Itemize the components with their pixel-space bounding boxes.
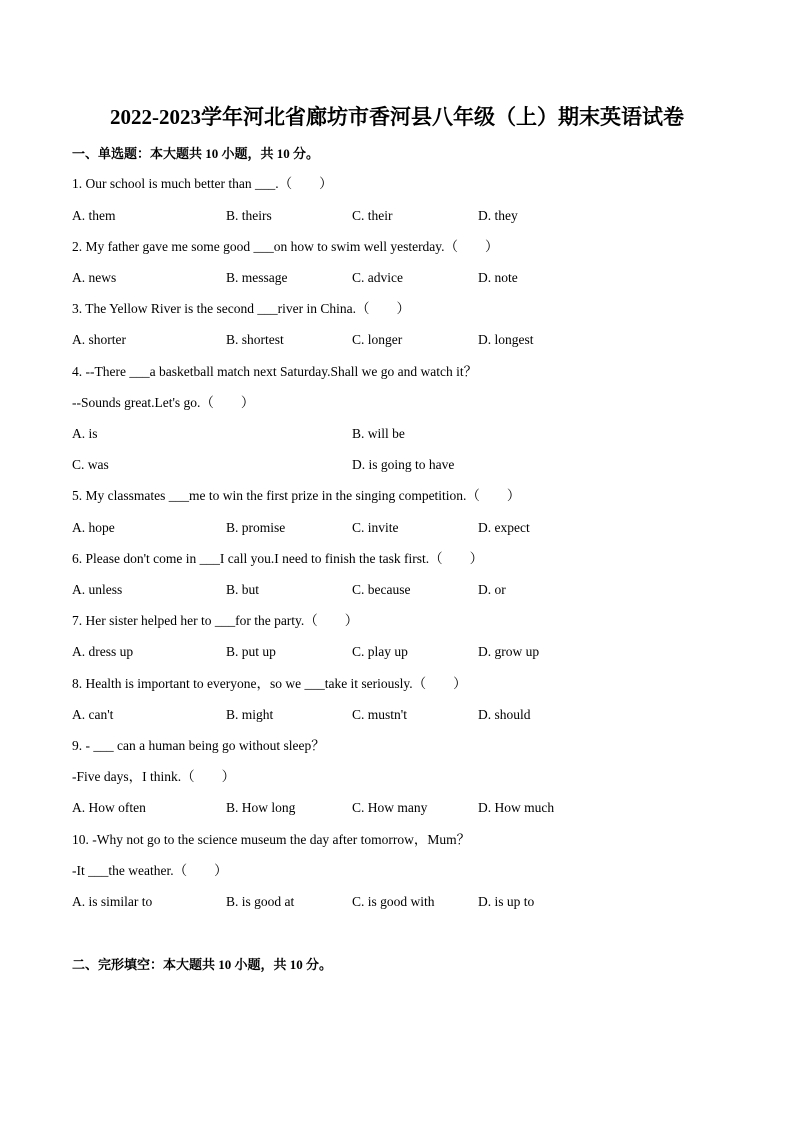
- question-3-stem: 3. The Yellow River is the second ___river in China.（ ）: [72, 301, 410, 316]
- question-7-option-d: D. grow up: [478, 644, 540, 659]
- question-3-option-d: D. longest: [478, 332, 534, 347]
- question-10-stem: 10. -Why not go to the science museum the day after tomorrow，Mum？: [72, 832, 471, 847]
- question-7-option-b: B. put up: [226, 644, 276, 659]
- question-7-option-c: C. play up: [352, 644, 408, 659]
- question-10-stem-reply: -It ___the weather.（ ）: [72, 863, 228, 878]
- question-9-option-b: B. How long: [226, 800, 296, 815]
- question-4-option-d: D. is going to have: [352, 457, 455, 472]
- question-10-option-a: A. is similar to: [72, 894, 153, 909]
- section-1-heading: 一、单选题：本大题共 10 小题，共 10 分。: [72, 146, 320, 161]
- question-6-option-c: C. because: [352, 582, 411, 597]
- section-2-heading: 二、完形填空：本大题共 10 小题，共 10 分。: [72, 957, 333, 972]
- question-1-option-c: C. their: [352, 208, 393, 223]
- question-5-option-d: D. expect: [478, 520, 530, 535]
- question-6-option-d: D. or: [478, 582, 506, 597]
- question-8-stem: 8. Health is important to everyone，so we ___take it seriously.（ ）: [72, 676, 467, 691]
- question-1-option-a: A. them: [72, 208, 116, 223]
- question-4-stem-reply: --Sounds great.Let's go.（ ）: [72, 395, 255, 410]
- question-9-option-d: D. How much: [478, 800, 555, 815]
- question-9-stem: 9. - ___ can a human being go without sleep？: [72, 738, 325, 753]
- question-8-option-c: C. mustn't: [352, 707, 407, 722]
- question-4-option-c: C. was: [72, 457, 109, 472]
- question-2-option-c: C. advice: [352, 270, 403, 285]
- question-10-option-d: D. is up to: [478, 894, 535, 909]
- question-5-stem: 5. My classmates ___me to win the first prize in the singing competition.（ ）: [72, 488, 521, 503]
- question-10-option-b: B. is good at: [226, 894, 295, 909]
- question-5-option-a: A. hope: [72, 520, 115, 535]
- document-title: 2022-2023学年河北省廊坊市香河县八年级（上）期末英语试卷: [110, 105, 684, 129]
- question-3-option-b: B. shortest: [226, 332, 284, 347]
- question-2-stem: 2. My father gave me some good ___on how to swim well yesterday.（ ）: [72, 239, 499, 254]
- question-8-option-a: A. can't: [72, 707, 114, 722]
- question-2-option-a: A. news: [72, 270, 117, 285]
- question-3-option-a: A. shorter: [72, 332, 126, 347]
- question-9-option-a: A. How often: [72, 800, 146, 815]
- question-10-option-c: C. is good with: [352, 894, 435, 909]
- question-1-stem: 1. Our school is much better than ___.（ ）: [72, 176, 333, 191]
- question-2-option-d: D. note: [478, 270, 518, 285]
- question-3-option-c: C. longer: [352, 332, 403, 347]
- question-9-option-c: C. How many: [352, 800, 428, 815]
- question-2-option-b: B. message: [226, 270, 288, 285]
- question-4-stem: 4. --There ___a basketball match next Saturday.Shall we go and watch it？: [72, 364, 478, 379]
- question-5-option-c: C. invite: [352, 520, 399, 535]
- question-1-option-d: D. they: [478, 208, 518, 223]
- question-4-option-b: B. will be: [352, 426, 405, 441]
- question-4-option-a: A. is: [72, 426, 98, 441]
- question-1-option-b: B. theirs: [226, 208, 272, 223]
- question-8-option-d: D. should: [478, 707, 531, 722]
- question-6-option-a: A. unless: [72, 582, 123, 597]
- question-5-option-b: B. promise: [226, 520, 286, 535]
- question-7-option-a: A. dress up: [72, 644, 134, 659]
- question-6-option-b: B. but: [226, 582, 260, 597]
- question-7-stem: 7. Her sister helped her to ___for the party.（ ）: [72, 613, 359, 628]
- question-6-stem: 6. Please don't come in ___I call you.I need to finish the task first.（ ）: [72, 551, 484, 566]
- question-8-option-b: B. might: [226, 707, 274, 722]
- question-9-stem-reply: -Five days，I think.（ ）: [72, 769, 236, 784]
